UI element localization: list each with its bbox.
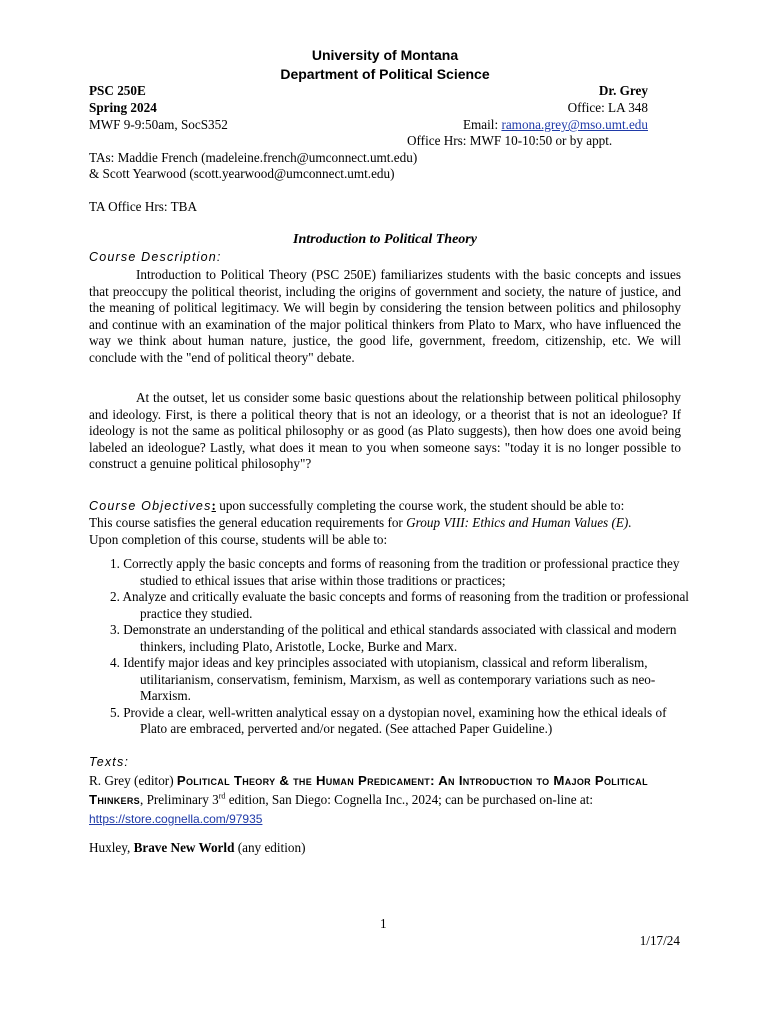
department-name: Department of Political Science	[280, 66, 490, 82]
book1-title: Political Theory & the Human Predicament: An Introduction to Major Political Thinkers	[89, 773, 648, 807]
objective-item-2: 2. Analyze and critically evaluate the basic concepts and forms of reasoning from the tradition or professional practice they studied.	[110, 589, 689, 621]
course-term: Spring 2024	[89, 100, 157, 115]
objective-item-3: 3. Demonstrate an understanding of the political and ethical standards associated with classical and modern thinkers, including Plato, Aristotle, Locke, Burke and Marx.	[110, 622, 677, 654]
course-schedule: MWF 9-9:50am, SocS352	[89, 117, 228, 132]
instructor-email	[463, 117, 648, 134]
email-link[interactable]: ramona.grey@mso.umt.edu	[501, 117, 648, 132]
book1-edition: , Preliminary 3	[139, 792, 219, 807]
course-title: Introduction to Political Theory	[293, 232, 477, 247]
book1-edition-sup: rd	[218, 791, 226, 801]
description-paragraph-2: At the outset, let us consider some basic questions about the relationship between political philosophy and ideology. First, is there a political theory that is not an ideology, or a theorist that is not an ideologue? If ideology is not the same as political philosophy or as good (as Plato suggests), then how does one avoid being labeled an ideologue? Lastly, what does it mean to you when someone says: "today it is no longer possible to construct a genuine political philosophy"?	[89, 390, 681, 471]
objective-item-1: 1. Correctly apply the basic concepts and forms of reasoning from the tradition or professional practice they studied to ethical issues that arise within those traditions or practices;	[110, 556, 680, 588]
ta-office-hours: TA Office Hrs: TBA	[89, 199, 197, 214]
gened-group: Group VIII: Ethics and Human Values (E).	[406, 515, 632, 530]
gened-line	[89, 515, 632, 532]
objective-item-4: 4. Identify major ideas and key principles associated with utopianism, classical and reform liberalism, utilitarianism, conservatism, feminism, Marxism, as well as contemporary variations such as neo-Marxism.	[110, 655, 656, 703]
ta-line-2: & Scott Yearwood (scott.yearwood@umconnect.umt.edu)	[89, 166, 395, 181]
objectives-list	[110, 556, 690, 738]
description-paragraph-1: Introduction to Political Theory (PSC 250E) familiarizes students with the basic concepts and issues that preoccupy the political theorist, including the origins of government and society, the nature of justice, and the meaning of political legitimacy. We will begin by considering the tension between politics and philosophy and continue with an examination of the major political thinkers from Plato to Marx, who have influenced the way we think about human nature, justice, the good life, government, freedom, citizenship, etc. We will conclude with the "end of political theory" debate.	[89, 267, 681, 365]
institution-name: University of Montana	[311, 47, 459, 63]
instructor-office-hours: Office Hrs: MWF 10-10:50 or by appt.	[407, 133, 613, 148]
page-number: 1	[380, 916, 387, 931]
book1-url-link[interactable]: https://store.cognella.com/97935	[89, 812, 263, 826]
objective-item-5: 5. Provide a clear, well-written analytical essay on a dystopian novel, examining how the ethical ideals of Plato are embraced, perverted and/or negated. (See attached Paper Guideline.)	[110, 704, 667, 736]
objectives-colon: :	[211, 498, 216, 513]
objectives-intro: upon successfully completing the course work, the student should be able to:	[215, 498, 625, 513]
text-book-1	[89, 771, 681, 829]
description-heading: Course Description:	[89, 250, 222, 264]
book2-title: Brave New World	[133, 840, 235, 855]
instructor-office: Office: LA 348	[567, 100, 648, 115]
texts-heading: Texts:	[89, 755, 130, 769]
objectives-upon: Upon completion of this course, students will be able to:	[89, 532, 388, 547]
instructor-name: Dr. Grey	[598, 83, 648, 98]
ta-line-1: TAs: Maddie French (madeleine.french@umconnect.umt.edu)	[89, 150, 418, 165]
book2-edition: (any edition)	[234, 840, 306, 855]
document-date: 1/17/24	[639, 933, 680, 948]
gened-prefix: This course satisfies the general education requirements for	[89, 515, 407, 530]
book2-author: Huxley,	[89, 840, 134, 855]
objectives-heading-line	[89, 498, 624, 515]
email-label: Email:	[462, 117, 502, 132]
book1-author: R. Grey (editor)	[89, 773, 177, 788]
objectives-heading: Course Objectives	[89, 499, 212, 513]
text-book-2	[89, 840, 305, 857]
book1-publisher: edition, San Diego: Cognella Inc., 2024; can be purchased on-line at:	[225, 792, 594, 807]
course-code: PSC 250E	[89, 83, 146, 98]
